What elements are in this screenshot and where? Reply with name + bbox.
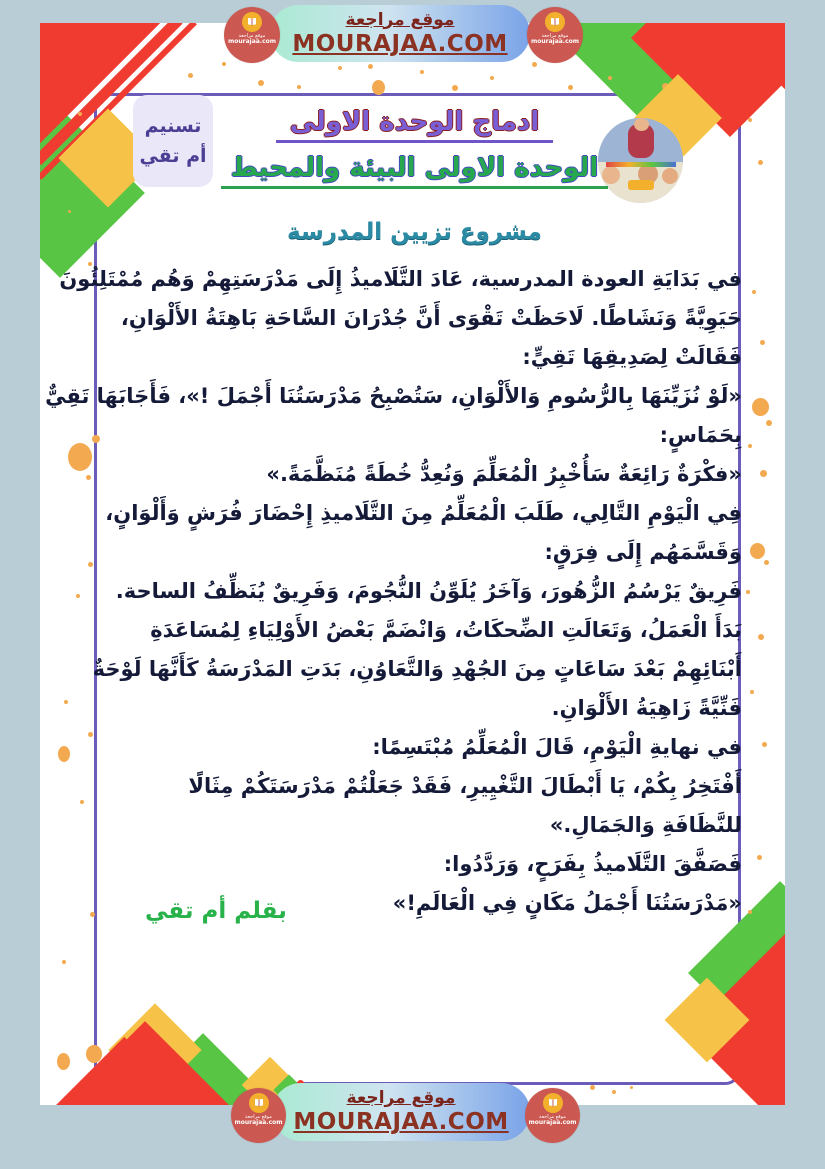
author-badge-line1: تسنيم [144,114,202,137]
paint-splatter-dot [338,66,342,70]
paint-splatter-dot [68,443,92,471]
logo-domain-text: mourajaa.com [227,38,277,45]
bottom-banner-pill [272,1083,530,1141]
paint-splatter-dot [757,855,762,860]
logo-arabic-text: موقع مراجعة [539,1114,566,1120]
paint-splatter-dot [750,690,754,694]
paint-splatter-dot [612,1090,616,1094]
paint-splatter-dot [372,80,385,95]
paint-splatter-dot [78,112,82,116]
paint-splatter-dot [532,62,537,67]
paint-splatter-dot [368,64,373,69]
paint-splatter-dot [88,732,93,737]
paint-splatter-dot [297,85,301,89]
byline: بقلم أم تقي [145,898,287,924]
paint-splatter-dot [630,1086,633,1089]
story-line: فِي الْيَوْمِ التَّالِي، طَلَبَ الْمُعَلِّمُ مِنَ التَّلَاميذِ إِحْضَارَ فُرَشٍ وَأَلْوَانٍ، [105,501,742,525]
title-integration-text: ادماج الوحدة الاولى [276,107,554,143]
story-line: «لَوْ نُزَيِّنَهَا بِالرُّسُومِ وَالأَلْوَانِ، سَتُصْبِحُ مَدْرَسَتُنَا أَجْمَلَ !»، فَأَجَابَهَا تَقِيٌّ [45,384,742,408]
paint-splatter-dot [62,960,66,964]
paint-splatter-dot [758,634,764,640]
paint-splatter-dot [764,560,769,565]
title-lesson-text: مشروع تزيين المدرسة [287,219,542,245]
book-icon [543,1093,563,1113]
worksheet-page [40,23,785,1105]
story-line: فَصَفَّقَ التَّلَاميذُ بِفَرَحٍ، وَرَدَّدُوا: [443,852,742,876]
title-unit-text: الوحدة الاولى البيئة والمحيط [221,153,608,189]
paint-splatter-dot [188,73,193,78]
logo-arabic-text: موقع مراجعة [541,33,569,39]
story-line: فَرِيقٌ يَرْسُمُ الزُّهُورَ، وَآخَرُ يُلَوِّنُ النُّجُومَ، وَفَرِيقٌ يُنَظِّفُ الساحة. [115,579,742,603]
paint-splatter-dot [86,475,91,480]
story-line: أَفْتَخِرُ بِكُمْ، يَا أَبْطَالَ التَّغْيِيرِ، فَقَدْ جَعَلْتُمْ مَدْرَسَتَكُمْ مِثَالًا [188,774,742,798]
logo-arabic-text: موقع مراجعة [245,1114,272,1120]
story-line: وَقَسَّمَهُم إِلَى فِرَقٍ: [544,540,742,564]
paint-splatter-dot [76,594,80,598]
paint-splatter-dot [750,543,765,559]
site-logo [527,7,583,63]
paint-splatter-dot [760,470,767,477]
paint-splatter-dot [752,290,756,294]
story-line: في بَدَايَةِ العودة المدرسية، عَادَ التَّلَاميذُ إِلَى مَدْرَسَتِهِمْ وَهُم مُمْتَلِئُونَ [59,267,742,291]
site-name-arabic-link[interactable]: موقع مراجعة [346,1088,456,1109]
paint-splatter-dot [58,746,70,762]
paint-splatter-dot [452,85,458,91]
logo-arabic-text: موقع مراجعة [238,33,266,39]
logo-domain-text: mourajaa.com [530,38,580,45]
paint-splatter-dot [222,62,226,66]
story-line: في نهايةِ الْيَوْمِ، قَالَ الْمُعَلِّمُ مُبْتَسِمًا: [372,735,742,759]
story-line: «فكْرَةٌ رَائِعَةٌ سَأُخْبِرُ الْمُعَلِّمَ وَنُعِدُّ خُطَةً مُنَظَّمَةً.» [266,462,742,486]
site-logo [231,1088,286,1143]
paint-splatter-dot [748,910,752,914]
top-banner-pill [270,5,530,62]
paint-splatter-dot [80,800,84,804]
paint-splatter-dot [758,160,763,165]
site-logo [224,7,280,63]
paint-splatter-dot [760,340,765,345]
paint-splatter-dot [762,742,767,747]
story-line: للنَّظَافَةِ وَالجَمَالِ.» [549,813,742,837]
title-lesson [94,219,735,245]
paint-splatter-dot [766,420,772,426]
paint-splatter-dot [258,80,264,86]
story-line: حَيَوِيَّةً وَنَشَاطًا. لَاحَظَتْ تَقْوَى أَنَّ جُدْرَانَ السَّاحَةِ بَاهِتَةُ الأَلْوَانِ، [120,306,742,330]
story-line: أَبْنَائِهِمْ بَعْدَ سَاعَاتٍ مِنَ الجُهْدِ وَالتَّعَاوُنِ، بَدَتِ المَدْرَسَةُ كَأَنَّهَا لَوْحَةٌ [92,657,742,681]
story-line: «مَدْرَسَتُنَا أَجْمَلُ مَكَانٍ فِي الْعَالَمِ!» [392,891,742,915]
paint-splatter-dot [90,912,95,917]
paint-splatter-dot [420,70,424,74]
book-icon [249,1093,269,1113]
story-line: فَنِّيَّةً زَاهِيَةُ الأَلْوَانِ. [551,696,742,720]
paint-splatter-dot [64,700,68,704]
paint-splatter-dot [748,118,752,122]
paint-splatter-dot [608,76,612,80]
book-icon [545,12,565,32]
paint-splatter-dot [57,1053,70,1070]
book-icon [242,12,262,32]
title-integration [94,107,735,137]
logo-domain-text: mourajaa.com [528,1119,577,1126]
paint-splatter-dot [68,210,71,213]
site-logo [525,1088,580,1143]
title-unit [94,153,735,183]
paint-splatter-dot [752,398,769,416]
story-line: بِحَمَاسٍ: [659,423,742,447]
paint-splatter-dot [490,76,494,80]
logo-domain-text: mourajaa.com [234,1119,283,1126]
site-name-arabic-link[interactable]: موقع مراجعة [345,9,455,30]
story-text [45,260,742,923]
story-line: بَدَأَ الْعَمَلُ، وَتَعَالَتِ الضِّحكَاتُ، وَانْضَمَّ بَعْضُ الأَوْلِيَاءِ لِمُسَاعَدَةِ [150,618,742,642]
paint-splatter-dot [746,590,750,594]
paint-splatter-dot [568,85,573,90]
site-domain-link[interactable]: MOURAJAA.COM [293,1109,509,1136]
paint-splatter-dot [590,1085,595,1090]
paint-splatter-dot [748,444,752,448]
author-badge-line2: أم تقي [139,145,207,167]
site-domain-link[interactable]: MOURAJAA.COM [292,30,508,57]
story-line: فَقَالَتْ لِصَدِيقِهَا تَقِيٍّ: [522,345,742,369]
paint-splatter-dot [88,562,93,567]
